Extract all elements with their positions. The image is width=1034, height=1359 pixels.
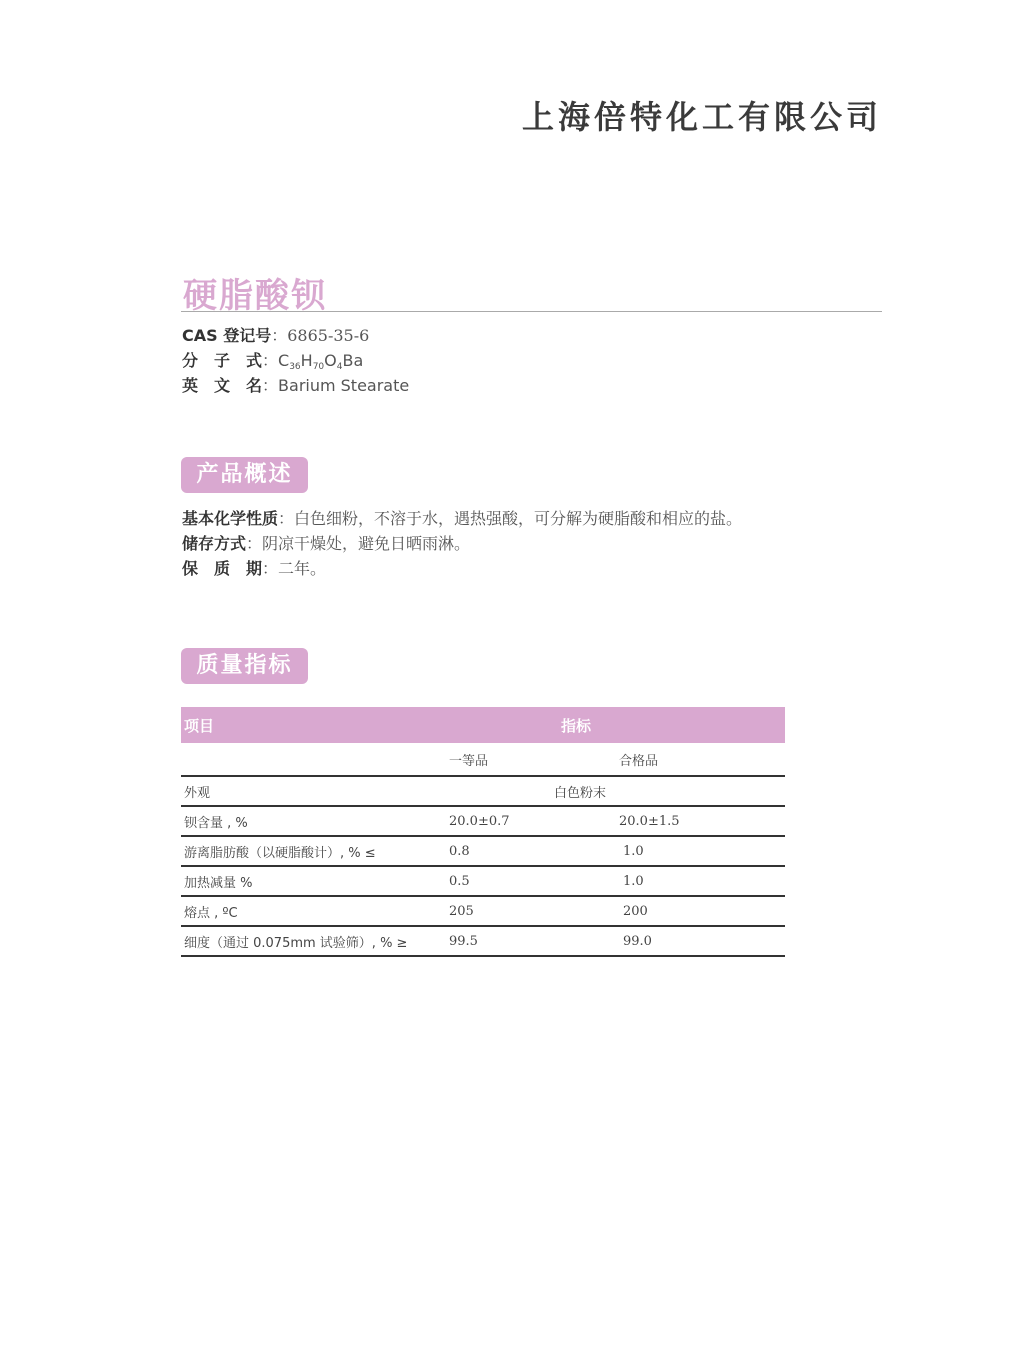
table-row: [181, 896, 785, 926]
overview-item: 保 质 期：二年。: [182, 559, 327, 578]
overview-item-label: 基本化学性质: [182, 509, 279, 528]
row-merged-value: 白色粉末: [446, 776, 785, 806]
cas-label: CAS 登记号: [182, 326, 272, 345]
overview-item-label: 保 质 期: [182, 559, 263, 578]
grade-qualified: 合格品: [609, 743, 785, 776]
quality-spec-table: [181, 707, 785, 957]
row-qualified-value: 1.0: [609, 836, 785, 866]
table-row: [181, 806, 785, 836]
table-row: [181, 926, 785, 956]
english-name-value: Barium Stearate: [278, 376, 410, 395]
overview-item-value: 阴凉干燥处，避免日晒雨淋。: [262, 534, 471, 553]
row-item: 外观: [181, 776, 446, 806]
row-first-value: 0.8: [446, 836, 609, 866]
overview-heading: 产品概述: [181, 457, 308, 493]
row-first-value: 205: [446, 896, 609, 926]
english-name-line: 英 文 名：Barium Stearate: [182, 376, 410, 395]
row-item: 熔点 , ºC: [181, 896, 446, 926]
formula-label: 分 子 式: [182, 351, 263, 370]
table-header-row: [181, 707, 785, 743]
row-first-value: 99.5: [446, 926, 609, 956]
row-qualified-value: 1.0: [609, 866, 785, 896]
overview-item: 储存方式：阴凉干燥处，避免日晒雨淋。: [182, 534, 471, 553]
cas-line: CAS 登记号：6865-35-6: [182, 326, 370, 345]
grade-first: 一等品: [446, 743, 609, 776]
row-item: 加热减量 %: [181, 866, 446, 896]
product-title: 硬脂酸钡: [183, 276, 327, 316]
cas-value: 6865-35-6: [287, 326, 370, 345]
row-qualified-value: 200: [609, 896, 785, 926]
molecular-formula: $C_{36}H_{70}O_4Ba$: [278, 351, 364, 372]
row-first-value: 20.0±0.7: [446, 806, 609, 836]
title-divider: [181, 311, 882, 312]
row-item: 钡含量 , %: [181, 806, 446, 836]
header-item: 项目: [181, 707, 446, 743]
table-row: [181, 776, 785, 806]
overview-item-value: 白色细粉，不溶于水，遇热强酸，可分解为硬脂酸和相应的盐。: [294, 509, 743, 528]
row-item: 游离脂肪酸（以硬脂酸计）, % ≤: [181, 836, 446, 866]
header-index: 指标: [446, 707, 785, 743]
row-qualified-value: 99.0: [609, 926, 785, 956]
overview-item: 基本化学性质：白色细粉，不溶于水，遇热强酸，可分解为硬脂酸和相应的盐。: [182, 509, 743, 528]
table-row: [181, 836, 785, 866]
row-first-value: 0.5: [446, 866, 609, 896]
row-qualified-value: 20.0±1.5: [609, 806, 785, 836]
quality-heading: 质量指标: [181, 648, 308, 684]
overview-item-label: 储存方式: [182, 534, 247, 553]
grade-row: [181, 743, 785, 776]
company-name: 上海倍特化工有限公司: [521, 98, 882, 136]
overview-item-value: 二年。: [278, 559, 327, 578]
formula-line: 分 子 式：$C_{36}H_{70}O_4Ba$: [182, 351, 364, 372]
table-row: [181, 866, 785, 896]
english-name-label: 英 文 名: [182, 376, 263, 395]
row-item: 细度（通过 0.075mm 试验筛）, % ≥: [181, 926, 446, 956]
